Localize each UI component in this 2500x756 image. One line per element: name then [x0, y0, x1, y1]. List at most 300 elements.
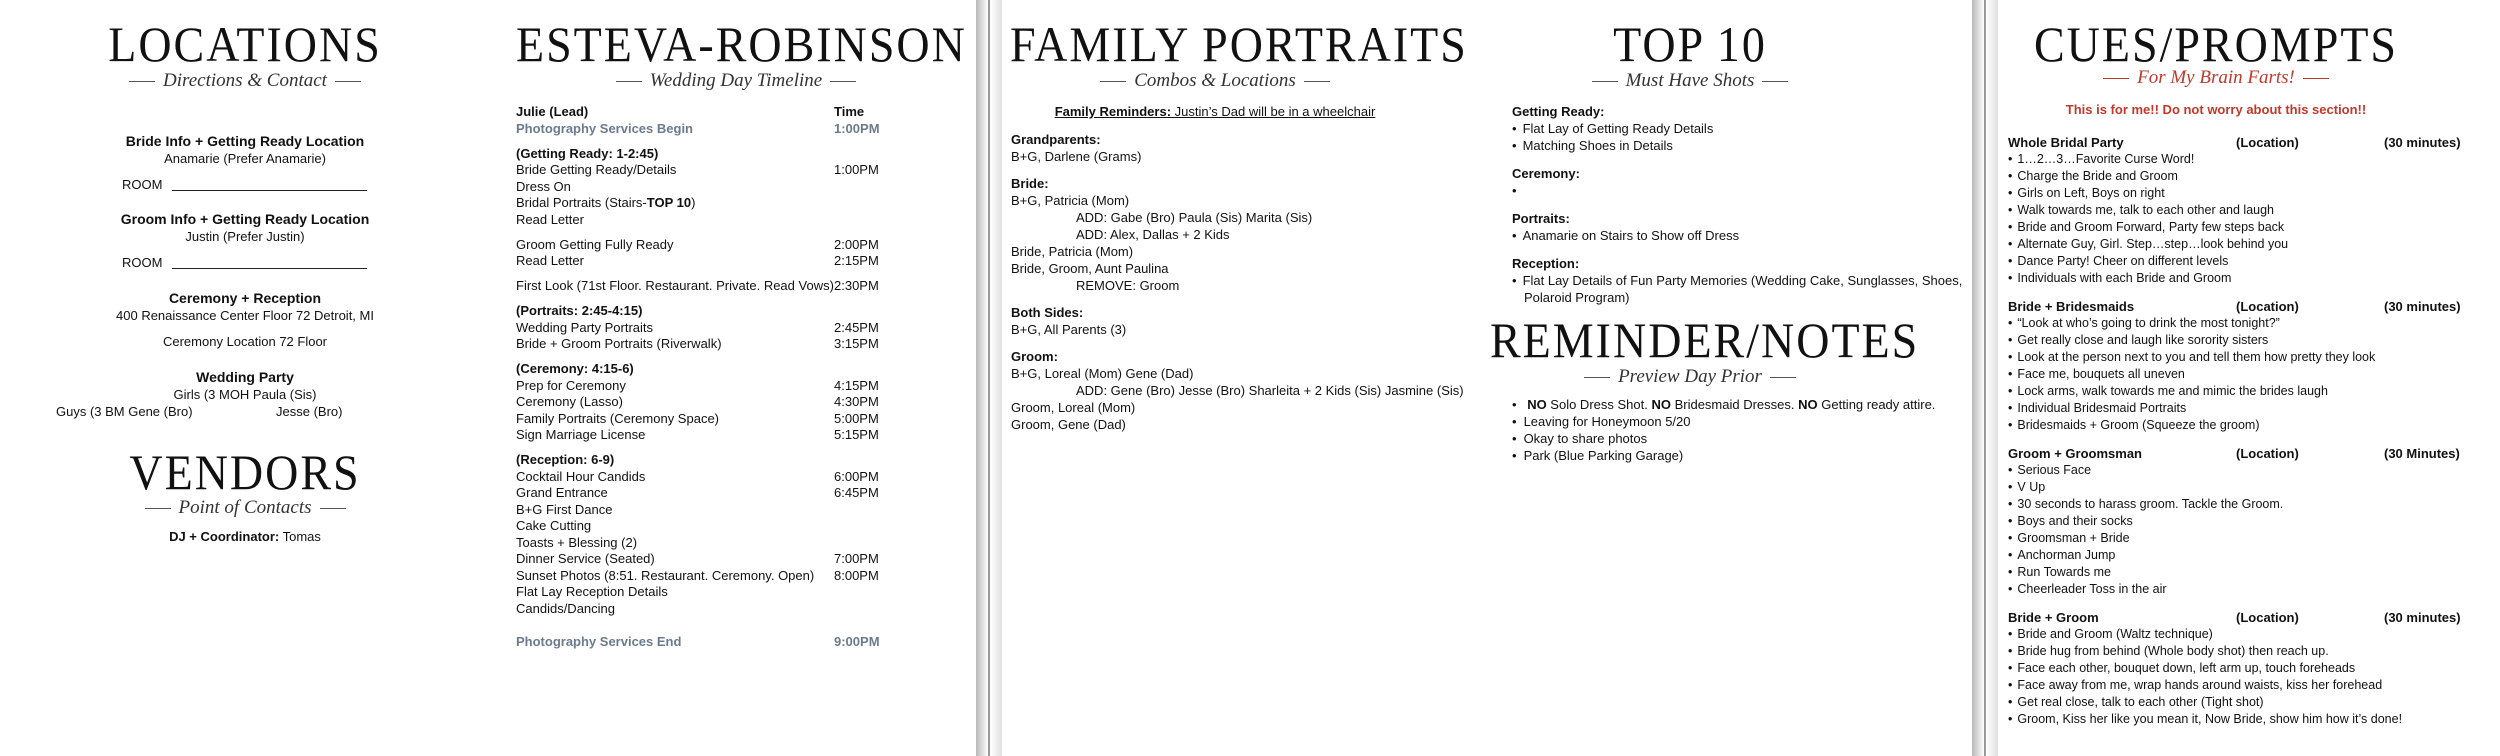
portrait-combo: Groom, Gene (Dad): [1011, 417, 1126, 432]
cue-item: [2008, 219, 2488, 236]
cue-item: [2008, 185, 2488, 202]
bullet-icon: •: [2008, 418, 2013, 432]
bullet-icon: •: [2008, 401, 2013, 415]
timeline-row: [516, 378, 896, 395]
timeline-row: [516, 162, 896, 179]
dj-coordinator: [40, 528, 450, 545]
cue-item: [2008, 660, 2488, 677]
cue-item-text: Run Towards me: [2017, 565, 2111, 579]
portrait-combo: ADD: Gabe (Bro) Paula (Sis) Marita (Sis): [1076, 210, 1313, 225]
vendors-title: VENDORS: [129, 444, 361, 500]
cue-item-text: Bride and Groom (Waltz technique): [2017, 627, 2213, 641]
timeline-event-emphasis: TOP 10: [646, 195, 692, 210]
room-label: ROOM: [122, 177, 163, 192]
vendors-subtitle: Point of Contacts: [40, 497, 450, 519]
cue-item-text: Cheerleader Toss in the air: [2017, 582, 2167, 596]
bullet-icon: •: [2008, 316, 2013, 330]
timeline-time: 7:00PM: [834, 551, 879, 566]
top10-list: [1512, 103, 1962, 317]
cue-group-name: Whole Bridal Party: [2008, 135, 2124, 150]
cue-item: [2008, 168, 2488, 185]
timeline-event: Toasts + Blessing (2): [516, 534, 638, 550]
cue-item: [2008, 643, 2488, 660]
top10-item: [1512, 289, 1962, 306]
cue-item: [2008, 253, 2488, 270]
timeline-row: [516, 411, 896, 428]
cue-item: [2008, 626, 2488, 643]
col-lead: Julie (Lead): [516, 104, 589, 119]
timeline-event: Candids/Dancing: [516, 600, 616, 616]
reminder-item: • Okay to share photos: [1512, 430, 1935, 447]
cue-item-text: Individual Bridesmaid Portraits: [2017, 401, 2187, 415]
bride-info: [40, 133, 450, 193]
top10-item: [1512, 120, 1962, 137]
cue-item: [2008, 400, 2488, 417]
top10-item-text: Polaroid Program): [1524, 290, 1630, 305]
bullet-icon: •: [2008, 565, 2013, 579]
timeline-time: 5:00PM: [834, 410, 879, 426]
cue-item-text: Individuals with each Bride and Groom: [2017, 271, 2232, 285]
portrait-combo: B+G, Loreal (Mom) Gene (Dad): [1011, 366, 1194, 381]
timeline-time: 2:45PM: [834, 319, 879, 335]
cue-item: [2008, 530, 2488, 547]
cue-item: [2008, 711, 2488, 728]
dj-name: Tomas: [279, 529, 321, 544]
timeline-row: [516, 212, 896, 229]
cue-item-text: Bride and Groom Forward, Party few steps back: [2017, 220, 2285, 234]
cue-item: [2008, 462, 2488, 479]
timeline-event: Bride Getting Ready/Details: [516, 162, 677, 177]
party-guys-row: [40, 403, 450, 420]
cue-group-header: [2008, 134, 2488, 151]
col-time: Time: [834, 104, 865, 119]
timeline-spacer: [516, 228, 896, 237]
bullet-icon: •: [2008, 333, 2013, 347]
page-fold-shadow: [1972, 0, 1984, 756]
cue-item: [2008, 270, 2488, 287]
groom-name: Justin (Prefer Justin): [185, 229, 305, 244]
both-sides-heading: Both Sides:: [1011, 305, 1084, 320]
bullet-icon: •: [2008, 514, 2013, 528]
timeline-rows: [516, 121, 896, 651]
bullet-icon: •: [1512, 183, 1517, 198]
cue-item: [2008, 513, 2488, 530]
timeline-spacer: [516, 295, 896, 304]
timeline-table: [516, 104, 896, 651]
timeline-event: Flat Lay Reception Details: [516, 584, 668, 599]
locations-subtitle: Directions & Contact: [40, 70, 450, 92]
ceremony-location: Ceremony Location 72 Floor: [162, 334, 328, 349]
timeline-title: ESTEVA-ROBINSON: [516, 16, 967, 73]
reminder-item: [1512, 396, 1935, 413]
cue-item-text: Boys and their socks: [2017, 514, 2133, 528]
groom-portraits-lines: [1011, 365, 1464, 433]
timeline-row: [516, 568, 896, 585]
timeline-event: (Reception: 6-9): [516, 452, 615, 467]
top10-section-heading: Portraits:: [1512, 211, 1570, 226]
room-underline: [172, 190, 367, 191]
top10-item-text: Anamarie on Stairs to Show off Dress: [1522, 228, 1740, 243]
timeline-event: Sign Marriage License: [516, 427, 646, 442]
cue-item-text: Bridesmaids + Groom (Squeeze the groom): [2017, 418, 2260, 432]
bullet-icon: •: [2008, 644, 2013, 658]
cue-group-duration: (30 minutes): [2384, 299, 2461, 314]
timeline-event: (Getting Ready: 1-2:45): [516, 145, 659, 161]
reminder-item: • Leaving for Honeymoon 5/20: [1512, 413, 1935, 430]
bullet-icon: •: [2008, 203, 2013, 217]
timeline-row: [516, 601, 896, 618]
timeline-event: Sunset Photos (8:51. Restaurant. Ceremony. Open): [516, 567, 815, 583]
top10-item-text: Matching Shoes in Details: [1522, 138, 1673, 153]
timeline-event: Read Letter: [516, 211, 584, 227]
bullet-icon: •: [2008, 237, 2013, 251]
ceremony-address: 400 Renaissance Center Floor 72 Detroit, MI: [116, 308, 374, 323]
top10-item: [1512, 137, 1962, 154]
no-label: NO: [1527, 397, 1547, 412]
timeline-event: Wedding Party Portraits: [516, 319, 654, 335]
portrait-combo: ADD: Gene (Bro) Jesse (Bro) Sharleita + 2 Kids (Sis) Jasmine (Sis): [1076, 383, 1464, 398]
top10-item: [1512, 227, 1962, 244]
page-fold-shadow-left: [990, 0, 1002, 756]
cue-item-text: Bride hug from behind (Whole body shot) then reach up.: [2017, 644, 2329, 658]
top10-title: TOP 10: [1613, 16, 1767, 73]
bullet-icon: •: [2008, 531, 2013, 545]
spread-page-1: [0, 0, 988, 756]
timeline-row: [516, 394, 896, 411]
timeline-row: [516, 195, 896, 212]
timeline-row: [516, 634, 896, 651]
bride-portraits-heading: Bride:: [1011, 176, 1049, 191]
bride-room-row: [40, 176, 450, 193]
page-fold-shadow-left: [1986, 0, 1998, 756]
timeline-event: Photography Services End: [516, 634, 682, 649]
bullet-icon: •: [2008, 254, 2013, 268]
cue-spacer: [2008, 598, 2488, 609]
timeline-row: [516, 452, 896, 469]
spread-page-2: [990, 0, 1984, 756]
portrait-combo: Groom, Loreal (Mom): [1011, 400, 1136, 415]
grandparents-heading: Grandparents:: [1011, 132, 1101, 147]
top10-spacer: [1512, 244, 1962, 255]
dj-label: DJ + Coordinator:: [169, 529, 280, 544]
bullet-icon: •: [2008, 712, 2013, 726]
locations-title: LOCATIONS: [108, 16, 382, 73]
groom-heading: Groom Info + Getting Ready Location: [120, 211, 370, 227]
timeline-time: 6:00PM: [834, 468, 879, 484]
timeline-row: [516, 535, 896, 552]
timeline-row: [516, 485, 896, 502]
timeline-spacer: [516, 444, 896, 453]
top10-item: [1512, 182, 1962, 199]
top10-item-text: Flat Lay of Getting Ready Details: [1522, 121, 1714, 136]
top10-item: [1512, 272, 1962, 289]
cue-item: [2008, 677, 2488, 694]
cue-group-location: (Location): [2236, 299, 2299, 314]
bullet-icon: •: [2008, 169, 2013, 183]
cue-item-text: 30 seconds to harass groom. Tackle the Groom.: [2017, 497, 2284, 511]
timeline-event: Grand Entrance: [516, 485, 608, 500]
timeline-row: [516, 518, 896, 535]
timeline-event: (Ceremony: 4:15-6): [516, 361, 634, 376]
timeline-event: Photography Services Begin: [516, 120, 693, 136]
timeline-row: [516, 179, 896, 196]
reminders-subtitle: Preview Day Prior: [1490, 366, 1890, 388]
timeline-time: 6:45PM: [834, 485, 879, 500]
cue-group-name: Bride + Groom: [2008, 610, 2099, 625]
both-sides-line: B+G, All Parents (3): [1011, 322, 1127, 337]
timeline-spacer: [516, 137, 896, 146]
timeline-time: 1:00PM: [834, 120, 880, 136]
cue-item-text: Serious Face: [2017, 463, 2092, 477]
party-guys: Guys (3 BM Gene (Bro): [56, 404, 193, 419]
timeline-event: Cocktail Hour Candids: [516, 468, 646, 484]
timeline-event: Bridal Portraits (Stairs-: [516, 195, 647, 210]
reminder-text: Solo Dress Shot.: [1546, 397, 1652, 412]
timeline-row: [516, 278, 896, 295]
groom-room-row: [40, 254, 450, 271]
timeline-row: [516, 303, 896, 320]
cue-item: [2008, 236, 2488, 253]
timeline-row: [516, 320, 896, 337]
party-guys-2: Jesse (Bro): [276, 404, 343, 419]
timeline-event: B+G First Dance: [516, 501, 613, 517]
timeline-event: Bride + Groom Portraits (Riverwalk): [516, 336, 722, 351]
reminder-text: Bridesmaid Dresses.: [1670, 397, 1799, 412]
reminder-text: Getting ready attire.: [1817, 397, 1936, 412]
cue-item-text: V Up: [2017, 480, 2046, 494]
cue-item: [2008, 479, 2488, 496]
cue-group-location: (Location): [2236, 446, 2299, 461]
cue-item-text: Groomsman + Bride: [2017, 531, 2130, 545]
bullet-icon: •: [2008, 367, 2013, 381]
cue-group-location: (Location): [2236, 135, 2299, 150]
cue-group-duration: (30 Minutes): [2384, 446, 2460, 461]
timeline-event: Family Portraits (Ceremony Space): [516, 410, 719, 426]
cue-item-text: Face each other, bouquet down, left arm up, touch foreheads: [2017, 661, 2356, 675]
cue-item: [2008, 315, 2488, 332]
top10-section-heading: Reception:: [1512, 256, 1580, 271]
top10-section-heading: Getting Ready:: [1512, 104, 1605, 119]
grandparents-line: B+G, Darlene (Grams): [1011, 149, 1142, 164]
bride-name: Anamarie (Prefer Anamarie): [164, 151, 326, 166]
cue-item-text: Alternate Guy, Girl. Step…step…look behind you: [2017, 237, 2289, 251]
timeline-time: 5:15PM: [834, 427, 879, 442]
timeline-event: Cake Cutting: [516, 518, 592, 533]
cue-item: [2008, 417, 2488, 434]
timeline-event: Dress On: [516, 178, 571, 194]
cue-item: [2008, 496, 2488, 513]
timeline-spacer: [516, 626, 896, 635]
family-reminder: [1010, 103, 1420, 120]
no-label: NO: [1798, 397, 1818, 412]
cue-group-duration: (30 minutes): [2384, 610, 2461, 625]
cues-groups: [2008, 134, 2488, 739]
timeline-spacer: [516, 353, 896, 362]
bullet-icon: •: [1512, 273, 1517, 288]
timeline-event: (Portraits: 2:45-4:15): [516, 303, 643, 318]
bullet-icon: •: [2008, 220, 2013, 234]
cue-group-duration: (30 minutes): [2384, 135, 2461, 150]
timeline-row: [516, 336, 896, 353]
timeline-time: 3:15PM: [834, 336, 879, 351]
portrait-combo: B+G, Patricia (Mom): [1011, 193, 1130, 208]
portrait-combo: Bride, Groom, Aunt Paulina: [1011, 261, 1169, 276]
groom-portraits-heading: Groom:: [1011, 349, 1058, 364]
top10-spacer: [1512, 199, 1962, 210]
cue-spacer: [2008, 287, 2488, 298]
reminder-item: • Park (Blue Parking Garage): [1512, 447, 1935, 464]
cue-item: [2008, 202, 2488, 219]
bullet-icon: •: [2008, 384, 2013, 398]
ceremony-heading: Ceremony + Reception: [168, 290, 322, 306]
portraits-list: [1011, 131, 1464, 433]
cue-group-location: (Location): [2236, 610, 2299, 625]
top10-item-text: Flat Lay Details of Fun Party Memories (Wedding Cake, Sunglasses, Shoes,: [1522, 273, 1963, 288]
cues-title: CUES/PROMPTS: [2033, 16, 2398, 73]
room-label: ROOM: [122, 255, 163, 270]
bullet-icon: •: [1512, 121, 1517, 136]
timeline-event-tail: ): [691, 195, 696, 210]
cue-spacer: [2008, 434, 2488, 445]
timeline-time: 2:00PM: [834, 236, 879, 252]
bullet-icon: •: [2008, 186, 2013, 200]
bullet-icon: •: [2008, 497, 2013, 511]
bullet-icon: •: [2008, 548, 2013, 562]
bullet-icon: •: [2008, 582, 2013, 596]
cue-item: [2008, 151, 2488, 168]
timeline-row: [516, 146, 896, 163]
bullet-icon: •: [2008, 678, 2013, 692]
cue-group-header: [2008, 298, 2488, 315]
bride-heading: Bride Info + Getting Ready Location: [125, 133, 365, 149]
cue-group-header: [2008, 609, 2488, 626]
timeline-row: [516, 237, 896, 254]
portrait-combo: ADD: Alex, Dallas + 2 Kids: [1076, 227, 1230, 242]
cue-group-name: Bride + Bridesmaids: [2008, 299, 2135, 314]
wedding-party-info: [40, 369, 450, 420]
bullet-icon: •: [2008, 627, 2013, 641]
cues-subtitle: For My Brain Farts!: [2006, 67, 2426, 89]
timeline-row: [516, 361, 896, 378]
timeline-event: Ceremony (Lasso): [516, 394, 623, 409]
cue-item-text: Groom, Kiss her like you mean it, Now Bride, show him how it’s done!: [2017, 712, 2403, 726]
bullet-icon: •: [2008, 661, 2013, 675]
cue-item-text: Walk towards me, talk to each other and laugh: [2017, 203, 2275, 217]
ceremony-info: [40, 290, 450, 350]
timeline-row: [516, 427, 896, 444]
bullet-icon: •: [2008, 695, 2013, 709]
bullet-icon: •: [2008, 350, 2013, 364]
portraits-title: FAMILY PORTRAITS: [1010, 16, 1468, 73]
timeline-row: [516, 551, 896, 568]
top10-spacer: [1512, 154, 1962, 165]
timeline-row: [516, 584, 896, 601]
no-label: NO: [1651, 397, 1671, 412]
reminders-title: REMINDER/NOTES: [1490, 312, 1920, 368]
spread-page-3: [1986, 0, 2500, 756]
family-reminder-text: Justin’s Dad will be in a wheelchair: [1171, 104, 1376, 119]
cue-item-text: Face me, bouquets all uneven: [2017, 367, 2185, 381]
timeline-event: Groom Getting Fully Ready: [516, 236, 674, 252]
cue-item-text: Look at the person next to you and tell them how pretty they look: [2017, 350, 2376, 364]
party-girls: Girls (3 MOH Paula (Sis): [173, 387, 317, 402]
reminders-list: [1512, 396, 1935, 464]
timeline-time: 2:30PM: [834, 278, 879, 293]
cue-item: [2008, 349, 2488, 366]
timeline-event: Dinner Service (Seated): [516, 551, 655, 566]
bullet-icon: •: [1512, 228, 1517, 243]
timeline-row: [516, 469, 896, 486]
timeline-event: First Look (71st Floor. Restaurant. Private. Read Vows): [516, 278, 834, 293]
cue-item-text: Get real close, talk to each other (Tight shot): [2017, 695, 2264, 709]
timeline-time: 8:00PM: [834, 567, 879, 583]
cue-item-text: Face away from me, wrap hands around waists, kiss her forehead: [2017, 678, 2383, 692]
timeline-time: 4:30PM: [834, 394, 879, 409]
portrait-combo: REMOVE: Groom: [1076, 278, 1180, 293]
cue-item-text: Charge the Bride and Groom: [2017, 169, 2178, 183]
timeline-event: Prep for Ceremony: [516, 377, 626, 393]
bride-portraits-lines: [1011, 192, 1464, 294]
bullet-icon: •: [1512, 138, 1517, 153]
timeline-row: [516, 253, 896, 270]
bullet-icon: •: [2008, 271, 2013, 285]
room-underline: [172, 268, 367, 269]
cue-item-text: Anchorman Jump: [2017, 548, 2116, 562]
groom-info: [40, 211, 450, 271]
top10-subtitle: Must Have Shots: [1500, 70, 1880, 92]
cue-item-text: Girls on Left, Boys on right: [2017, 186, 2165, 200]
cues-note: This is for me!! Do not worry about this section!!: [2065, 102, 2367, 117]
reminder-items: [1512, 413, 1935, 464]
portrait-combo: Bride, Patricia (Mom): [1011, 244, 1134, 259]
timeline-time: 1:00PM: [834, 162, 879, 177]
bullet-icon: •: [2008, 463, 2013, 477]
cue-item-text: Get really close and laugh like sorority sisters: [2017, 333, 2269, 347]
timeline-spacer: [516, 617, 896, 626]
party-heading: Wedding Party: [196, 369, 294, 385]
timeline-subtitle: Wedding Day Timeline: [516, 70, 956, 92]
cue-spacer: [2008, 728, 2488, 739]
cue-item-text: Dance Party! Cheer on different levels: [2017, 254, 2229, 268]
cue-item-text: “Look at who’s going to drink the most tonight?”: [2017, 316, 2280, 330]
bullet-icon: •: [2008, 480, 2013, 494]
timeline-header: [516, 104, 896, 121]
portraits-subtitle: Combos & Locations: [1010, 70, 1420, 92]
cue-item: [2008, 581, 2488, 598]
timeline-time: 2:15PM: [834, 253, 879, 268]
timeline-event: Read Letter: [516, 253, 584, 268]
top10-section-heading: Ceremony:: [1512, 166, 1580, 181]
cue-item: [2008, 564, 2488, 581]
cue-item-text: Lock arms, walk towards me and mimic the brides laugh: [2017, 384, 2328, 398]
timeline-time: 4:15PM: [834, 377, 879, 393]
cue-item: [2008, 332, 2488, 349]
cue-item: [2008, 366, 2488, 383]
family-reminder-label: Family Reminders:: [1054, 104, 1172, 119]
cue-item-text: 1…2…3…Favorite Curse Word!: [2017, 152, 2195, 166]
cue-item: [2008, 694, 2488, 711]
cue-group-header: [2008, 445, 2488, 462]
cue-group-name: Groom + Groomsman: [2008, 446, 2142, 461]
timeline-row: [516, 121, 896, 138]
bullet-icon: •: [2008, 152, 2013, 166]
timeline-time: 9:00PM: [834, 634, 880, 649]
page-fold-shadow: [976, 0, 988, 756]
cue-item: [2008, 547, 2488, 564]
cue-item: [2008, 383, 2488, 400]
timeline-row: [516, 502, 896, 519]
timeline-spacer: [516, 270, 896, 279]
